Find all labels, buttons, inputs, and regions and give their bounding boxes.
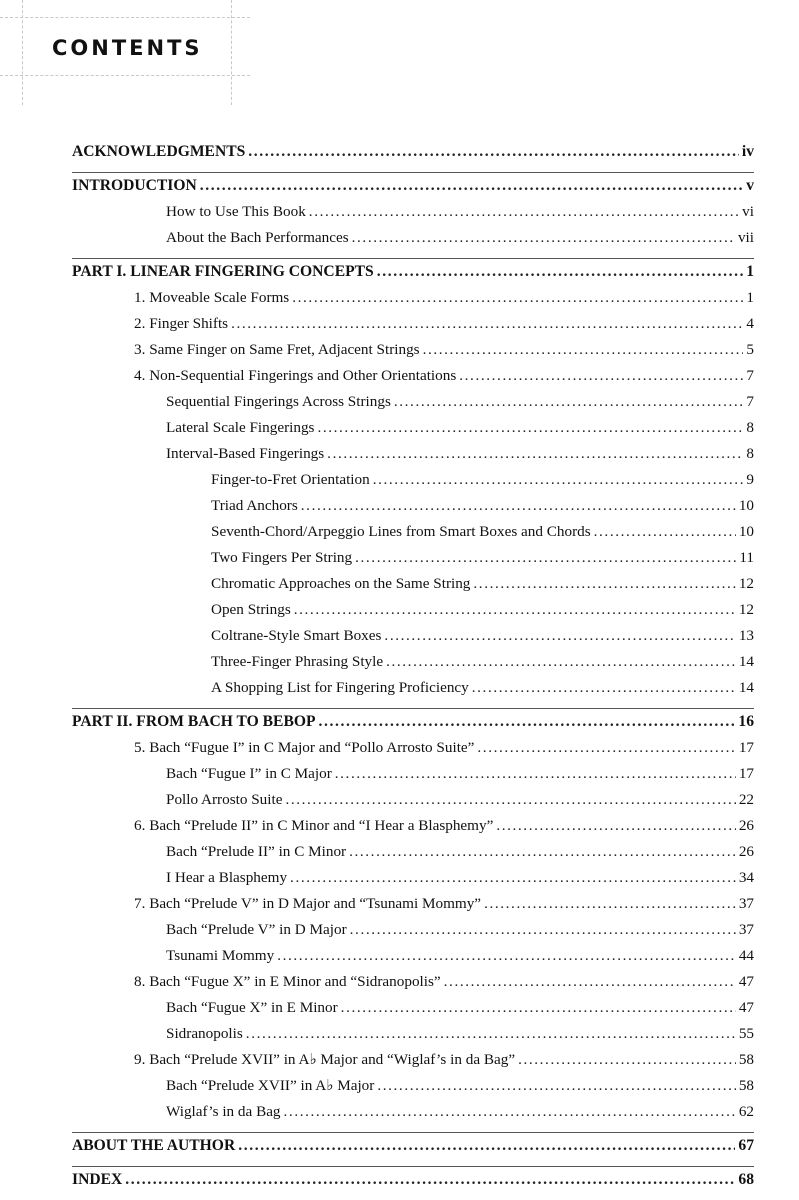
dot-leader [423,337,744,363]
dot-leader [284,1099,736,1125]
toc-entry-title: Triad Anchors [211,497,298,514]
dot-leader [335,761,736,787]
toc-entry-page: vii [737,229,754,246]
dot-leader [341,995,736,1021]
toc-entry-title: About the Bach Performances [166,229,349,246]
toc-entry[interactable] [72,839,754,865]
dot-leader [496,813,735,839]
dot-leader [238,1133,735,1159]
toc-entry[interactable] [72,813,754,839]
toc-entry-title: Chromatic Approaches on the Same String [211,575,471,592]
crop-mark-bottom [0,75,250,77]
toc-entry-page: 16 [738,713,754,730]
toc-entry-page: 11 [739,549,754,566]
toc-entry-title: A Shopping List for Fingering Proficiency [211,679,469,696]
toc-entry-title: Bach “Prelude II” in C Minor [166,843,347,860]
toc-entry-page: 55 [738,1025,754,1042]
toc-entry-title: PART II. FROM BACH TO BEBOP [72,713,316,730]
toc-entry[interactable] [72,571,754,597]
dot-leader [327,441,743,467]
toc-entry-title: 2. Finger Shifts [134,315,229,332]
toc-entry-title: How to Use This Book [166,203,306,220]
toc-entry[interactable] [72,1099,754,1125]
toc-entry-title: Bach “Fugue I” in C Major [166,765,332,782]
dot-leader [473,571,735,597]
toc-entry-page: 7 [746,393,754,410]
toc-entry-title: 5. Bach “Fugue I” in C Major and “Pollo Arrosto Suite” [134,739,475,756]
dot-leader [319,709,736,735]
toc-entry-page: 37 [738,895,754,912]
toc-entry[interactable] [72,1166,754,1193]
toc-entry-title: Sidranopolis [166,1025,243,1042]
toc-entry[interactable] [72,285,754,311]
dot-leader [477,735,735,761]
dot-leader [350,917,736,943]
toc-entry-title: 6. Bach “Prelude II” in C Minor and “I Hear a Blasphemy” [134,817,494,834]
toc-entry[interactable] [72,917,754,943]
toc-entry-page: 8 [746,419,754,436]
dot-leader [248,139,739,165]
dot-leader [125,1167,735,1193]
toc-entry-title: INDEX [72,1171,123,1188]
toc-entry-page: 37 [738,921,754,938]
toc-entry[interactable] [72,139,754,165]
toc-entry-title: Bach “Prelude XVII” in A♭ Major [166,1077,375,1094]
dot-leader [301,493,736,519]
dot-leader [384,623,735,649]
toc-entry-title: INTRODUCTION [72,177,197,194]
toc-entry-title: PART I. LINEAR FINGERING CONCEPTS [72,263,374,280]
toc-entry-title: 8. Bach “Fugue X” in E Minor and “Sidranopolis” [134,973,441,990]
dot-leader [200,173,743,199]
toc-entry[interactable] [72,493,754,519]
toc-entry-page: 1 [746,263,754,280]
dot-leader [277,943,736,969]
dot-leader [386,649,736,675]
dot-leader [444,969,736,995]
toc-entry[interactable] [72,337,754,363]
toc-entry-page: 34 [738,869,754,886]
dot-leader [355,545,736,571]
page-title: CONTENTS [52,36,203,60]
dot-leader [285,787,735,813]
toc-entry-title: Pollo Arrosto Suite [166,791,283,808]
toc-entry[interactable] [72,735,754,761]
toc-entry[interactable] [72,969,754,995]
toc-entry[interactable] [72,389,754,415]
toc-entry-page: 14 [738,653,754,670]
toc-entry[interactable] [72,225,754,251]
dot-leader [292,285,743,311]
toc-entry[interactable] [72,995,754,1021]
toc-entry-title: 7. Bach “Prelude V” in D Major and “Tsunami Mommy” [134,895,482,912]
toc-entry-page: 4 [746,315,754,332]
toc-entry-page: 44 [738,947,754,964]
toc-entry-page: 26 [738,817,754,834]
toc-entry-title: Two Fingers Per String [211,549,353,566]
toc-entry-title: Tsunami Mommy [166,947,275,964]
dot-leader [459,363,743,389]
toc-entry-page: 62 [738,1103,754,1120]
toc-entry[interactable] [72,675,754,701]
toc-entry-title: 3. Same Finger on Same Fret, Adjacent Strings [134,341,420,358]
toc-entry[interactable] [72,708,754,735]
dot-leader [317,415,743,441]
dot-leader [394,389,744,415]
dot-leader [294,597,736,623]
toc-entry-page: 9 [746,471,754,488]
toc-entry-page: 13 [738,627,754,644]
dot-leader [246,1021,736,1047]
toc-entry[interactable] [72,597,754,623]
toc-entry-page: 22 [738,791,754,808]
toc-entry-title: Finger-to-Fret Orientation [211,471,370,488]
toc-entry-page: 1 [746,289,754,306]
table-of-contents [72,139,754,1193]
toc-entry-page: 68 [738,1171,754,1188]
dot-leader [377,259,744,285]
toc-entry-page: 17 [738,739,754,756]
toc-entry-page: 10 [738,497,754,514]
toc-entry-page: 12 [738,575,754,592]
toc-entry-page: iv [741,143,754,160]
toc-entry-page: 58 [738,1051,754,1068]
dot-leader [231,311,743,337]
toc-entry[interactable] [72,943,754,969]
toc-entry-title: 1. Moveable Scale Forms [134,289,290,306]
toc-entry-page: 17 [738,765,754,782]
toc-entry[interactable] [72,1073,754,1099]
crop-mark-top [0,17,250,19]
toc-entry[interactable] [72,467,754,493]
dot-leader [309,199,739,225]
toc-entry-title: ABOUT THE AUTHOR [72,1137,236,1154]
toc-entry[interactable] [72,1132,754,1159]
dot-leader [373,467,744,493]
toc-entry-page: 26 [738,843,754,860]
dot-leader [518,1047,736,1073]
toc-entry-page: 10 [738,523,754,540]
toc-entry-title: Lateral Scale Fingerings [166,419,315,436]
toc-entry-page: 47 [738,973,754,990]
toc-entry-page: 67 [738,1137,754,1154]
toc-entry-title: Bach “Prelude V” in D Major [166,921,347,938]
dot-leader [594,519,736,545]
toc-entry[interactable] [72,891,754,917]
toc-entry-page: 12 [738,601,754,618]
toc-entry[interactable] [72,172,754,199]
toc-entry[interactable] [72,787,754,813]
toc-entry-title: ACKNOWLEDGMENTS [72,143,246,160]
crop-mark-right [231,0,233,105]
toc-entry[interactable] [72,649,754,675]
toc-entry-title: Wiglaf’s in da Bag [166,1103,281,1120]
toc-entry-page: 58 [738,1077,754,1094]
toc-entry-title: 4. Non-Sequential Fingerings and Other Orientations [134,367,457,384]
dot-leader [349,839,736,865]
toc-entry-title: Sequential Fingerings Across Strings [166,393,391,410]
toc-entry-title: Open Strings [211,601,291,618]
toc-entry-page: 47 [738,999,754,1016]
toc-entry-title: Bach “Fugue X” in E Minor [166,999,338,1016]
toc-entry[interactable] [72,311,754,337]
toc-entry[interactable] [72,363,754,389]
toc-entry-page: vi [742,203,754,220]
dot-leader [290,865,736,891]
toc-entry[interactable] [72,623,754,649]
dot-leader [377,1073,735,1099]
toc-entry-page: v [746,177,754,194]
toc-entry-title: I Hear a Blasphemy [166,869,288,886]
toc-entry-title: Interval-Based Fingerings [166,445,325,462]
toc-entry-page: 14 [738,679,754,696]
toc-entry-page: 8 [746,445,754,462]
dot-leader [352,225,735,251]
toc-entry-page: 5 [746,341,754,358]
toc-entry-page: 7 [746,367,754,384]
toc-entry[interactable] [72,1021,754,1047]
toc-entry[interactable] [72,1047,754,1073]
toc-entry-title: 9. Bach “Prelude XVII” in A♭ Major and “Wiglaf’s in da Bag” [134,1051,516,1068]
toc-entry[interactable] [72,865,754,891]
toc-entry[interactable] [72,415,754,441]
dot-leader [484,891,736,917]
toc-entry[interactable] [72,545,754,571]
toc-entry-title: Coltrane-Style Smart Boxes [211,627,382,644]
toc-entry[interactable] [72,761,754,787]
crop-mark-left [22,0,24,105]
toc-entry-title: Three-Finger Phrasing Style [211,653,384,670]
toc-entry[interactable] [72,441,754,467]
toc-entry-title: Seventh-Chord/Arpeggio Lines from Smart Boxes and Chords [211,523,591,540]
toc-entry[interactable] [72,199,754,225]
toc-entry[interactable] [72,519,754,545]
toc-entry[interactable] [72,258,754,285]
dot-leader [472,675,736,701]
